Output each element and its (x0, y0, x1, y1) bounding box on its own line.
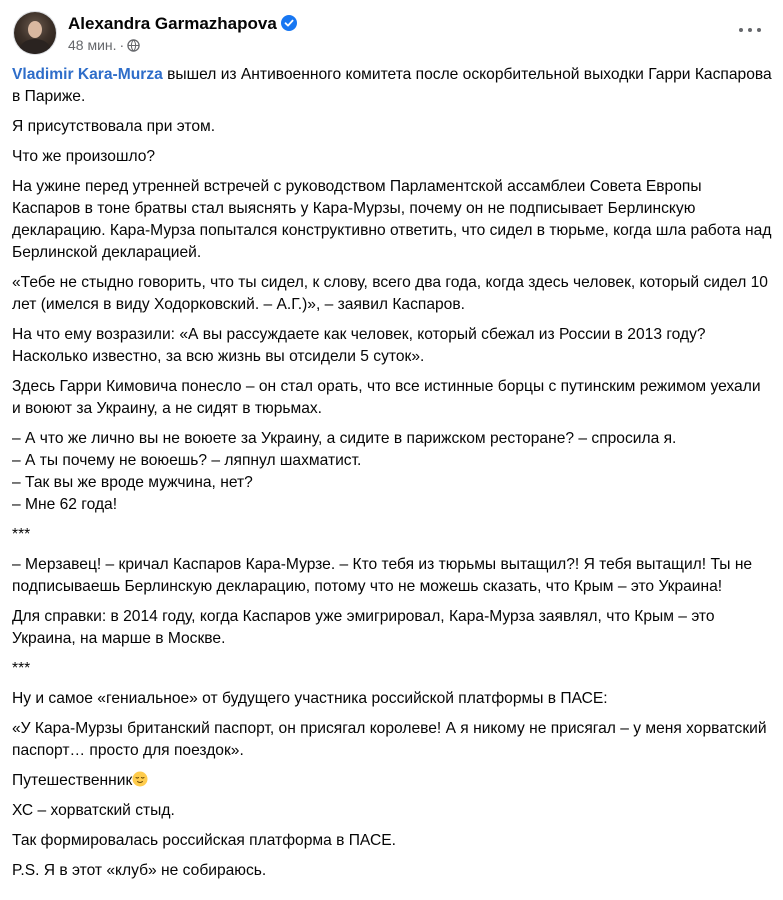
section-separator: *** (12, 526, 31, 543)
post-paragraph: Здесь Гарри Кимовича понесло – он стал орать, что все истинные борцы с путинским режимом уехали и воюют за Украину, а не сидят в тюрьмах. (12, 378, 761, 417)
post-paragraph: – Мерзавец! – кричал Каспаров Кара-Мурзе. – Кто тебя из тюрьмы вытащил?! Я тебя вытащил! Ты не подписываешь Берлинскую декларацию, потому что не можешь сказать, что Крым – это Украина! (12, 556, 753, 595)
post-paragraph (12, 770, 772, 792)
post-paragraph (12, 64, 772, 108)
dialog-block (12, 428, 772, 516)
dialog-line: – А ты почему не воюешь? – ляпнул шахматист. (12, 452, 362, 469)
dialog-line: – Так вы же вроде мужчина, нет? (12, 474, 253, 491)
post-header (12, 10, 771, 58)
dialog-line: – Мне 62 года! (12, 496, 118, 513)
post-body (12, 64, 772, 890)
avatar-face (28, 21, 42, 38)
verified-badge-icon (281, 15, 297, 36)
post-paragraph: На ужине перед утренней встречей с руководством Парламентской ассамблеи Совета Европы Каспаров в тоне братвы стал выяснять у Кара-Мурзы, почему он не подписывает Берлинскую декларацию. Кара-Мурза попытался конструктивно ответить, что сидел в тюрьме, когда шла работа над Берлинской декларацией. (12, 178, 772, 261)
paragraph-text: Путешественник (12, 772, 133, 789)
dialog-line: – А что же лично вы не воюете за Украину, а сидите в парижском ресторане? – спросила я. (12, 430, 677, 447)
post-paragraph: Так формировалась российская платформа в ПАСЕ. (12, 832, 396, 849)
mention-link[interactable]: Vladimir Kara-Murza (12, 66, 163, 83)
post-paragraph: Что же произошло? (12, 148, 156, 165)
post-paragraph: «Тебе не стыдно говорить, что ты сидел, к слову, всего два года, когда здесь человек, который сидел 10 лет (имелся в виду Ходорковский. – А.Г.)», – заявил Каспаров. (12, 274, 768, 313)
author-name[interactable]: Alexandra Garmazhapova (68, 14, 277, 33)
relieved-face-emoji (132, 771, 148, 787)
post-paragraph: Ну и самое «гениальное» от будущего участника российской платформы в ПАСЕ: (12, 690, 608, 707)
post-paragraph: ХС – хорватский стыд. (12, 802, 175, 819)
more-dot (748, 28, 752, 32)
more-dot (739, 28, 743, 32)
meta-separator: · (119, 37, 125, 53)
post-time[interactable]: 48 мин. (68, 37, 117, 53)
post-paragraph: P.S. Я в этот «клуб» не собираюсь. (12, 862, 267, 879)
more-options-icon[interactable] (735, 20, 765, 40)
section-separator: *** (12, 660, 31, 677)
post-meta (68, 37, 140, 55)
author-line (68, 14, 297, 36)
globe-icon[interactable] (127, 39, 140, 55)
post-paragraph: Для справки: в 2014 году, когда Каспаров уже эмигрировал, Кара-Мурза заявлял, что Крым – это Украина, на марше в Москве. (12, 608, 715, 647)
post-paragraph: Я присутствовала при этом. (12, 118, 216, 135)
post-paragraph: На что ему возразили: «А вы рассуждаете как человек, который сбежал из России в 2013 году? Насколько известно, за всю жизнь вы отсидели 5 суток». (12, 326, 706, 365)
avatar[interactable] (14, 12, 56, 54)
avatar-shoulders (20, 39, 50, 54)
paragraph-text: вышел из Антивоенного комитета после оскорбительной выходки Гарри Каспарова в Париже. (12, 66, 772, 105)
post-paragraph: «У Кара-Мурзы британский паспорт, он присягал королеве! А я никому не присягал – у меня хорватский паспорт… просто для поездок». (12, 720, 767, 759)
more-dot (757, 28, 761, 32)
